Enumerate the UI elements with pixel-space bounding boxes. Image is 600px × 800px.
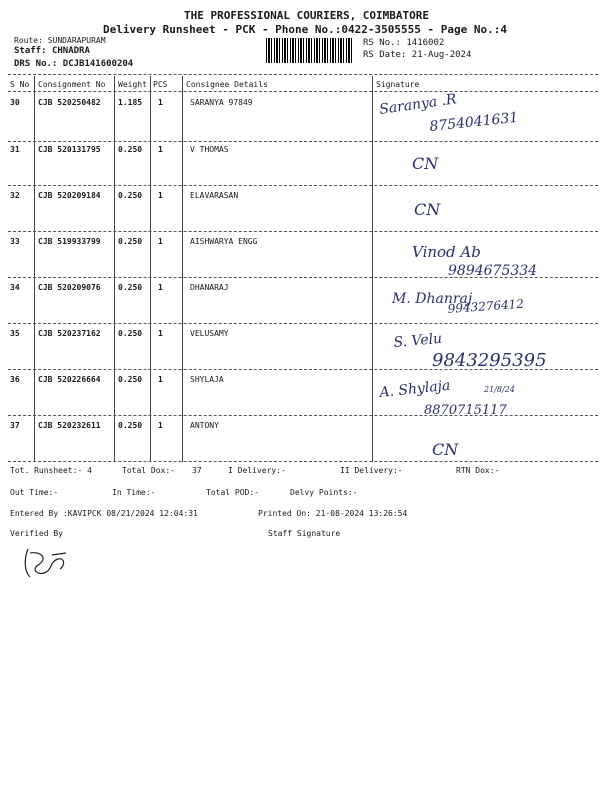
route-label: Route: [14,36,43,45]
r34-phone: 9943276412 [447,296,525,316]
row-consignment: CJB 520131795 [38,145,101,154]
row-consignment: CJB 519933799 [38,237,101,246]
row-weight: 0.250 [118,421,143,430]
in-time: In Time:- [112,488,156,497]
row-consignment: CJB 520250482 [38,98,101,107]
staff-label: Staff: [14,46,47,56]
col-header-pcs: PCS [153,80,168,89]
row-consignment: CJB 520209184 [38,191,101,200]
verified-by: Verified By [10,529,63,538]
row-sno: 33 [10,237,20,246]
ii-delivery: II Delivery:- [340,466,403,475]
staff-value: CHNADRA [51,46,90,56]
r35-phone: 9843295395 [432,350,547,371]
out-time: Out Time:- [10,488,59,497]
runsheet-title: Delivery Runsheet - PCK - Phone No.:0422-3505555 - Page No.:4 [103,23,507,36]
row-weight: 0.250 [118,145,143,154]
row-weight: 1.185 [118,98,143,107]
row-sno: 35 [10,329,20,338]
row-consignment: CJB 520232611 [38,421,101,430]
col-header-weight: Weight [118,80,147,89]
row-weight: 0.250 [118,283,143,292]
r33-phone: 9894675334 [448,263,538,279]
tot-runsheet: Tot. Runsheet:- 4 [10,466,92,475]
staff-line [14,46,90,56]
r31-mark: CN [412,154,439,173]
rs-date-label: RS Date: [363,50,407,60]
total-dox-label: Total Dox:- [122,466,175,475]
verifier-signature [22,545,72,583]
total-pod: Total POD:- [206,488,259,497]
i-delivery: I Delivery:- [228,466,286,475]
drs-value: DCJB141600204 [62,59,134,69]
r36-name: A. Shylaja [378,377,452,401]
staff-signature: Staff Signature [268,529,341,538]
r33-name: Vinod Ab [412,243,481,261]
row-consignee: ELAVARASAN [190,191,239,200]
entered-by: Entered By :KAVIPCK 08/21/2024 12:04:31 [10,509,198,518]
printed-on: Printed On: 21-08-2024 13:26:54 [258,509,408,518]
row-pcs: 1 [158,98,163,107]
company-name: THE PROFESSIONAL COURIERS, COIMBATORE [184,9,430,22]
rtn-dox: RTN Dox:- [456,466,500,475]
r36-date: 21/8/24 [484,385,515,394]
route-value: SUNDARAPURAM [47,36,106,45]
rs-date-line [363,50,471,60]
row-consignee: SHYLAJA [190,375,224,384]
rs-no-label: RS No.: [363,38,401,48]
r35-name: S. Velu [392,330,443,351]
row-sno: 30 [10,98,20,107]
col-divider [150,76,151,462]
r37-mark: CN [432,440,459,459]
drs-label: DRS No.: [14,59,58,69]
route-line [14,36,106,45]
table-top-rule [8,74,598,75]
col-divider [114,76,115,462]
row-pcs: 1 [158,329,163,338]
row-consignee: DHANARAJ [190,283,229,292]
col-divider [34,76,35,462]
barcode [266,38,354,63]
r34-name: M. Dhanraj [392,291,473,307]
row-consignee: ANTONY [190,421,219,430]
drs-line [14,59,133,69]
col-header-consignee: Consignee Details [186,80,268,89]
total-dox-value: 37 [192,466,202,475]
row-pcs: 1 [158,145,163,154]
row-weight: 0.250 [118,237,143,246]
row-pcs: 1 [158,237,163,246]
row-sno: 34 [10,283,20,292]
row-pcs: 1 [158,421,163,430]
row-consignee: AISHWARYA ENGG [190,237,258,246]
row-consignee: V THOMAS [190,145,229,154]
row-consignment: CJB 520237162 [38,329,101,338]
row-consignment: CJB 520209076 [38,283,101,292]
row-weight: 0.250 [118,375,143,384]
col-header-consignment: Consignment No [38,80,106,89]
delvy-points: Delvy Points:- [290,488,358,497]
row-weight: 0.250 [118,191,143,200]
row-weight: 0.250 [118,329,143,338]
col-divider [182,76,183,462]
r30-phone: 8754041631 [428,109,520,135]
r32-mark: CN [414,200,441,219]
row-sno: 31 [10,145,20,154]
rs-no-value: 1416002 [406,38,445,48]
col-header-sno: S No [10,80,30,89]
col-header-signature: Signature [376,80,420,89]
row-consignment: CJB 520226664 [38,375,101,384]
row-sno: 36 [10,375,20,384]
handwriting-layer [372,91,598,463]
row-consignee: SARANYA 97849 [190,98,253,107]
row-pcs: 1 [158,283,163,292]
row-pcs: 1 [158,191,163,200]
row-sno: 32 [10,191,20,200]
r30-name: Saranya .R [378,91,458,118]
rs-no-line [363,38,444,48]
r36-phone: 8870715117 [424,403,507,418]
rs-date-value: 21-Aug-2024 [411,50,472,60]
row-pcs: 1 [158,375,163,384]
row-sno: 37 [10,421,20,430]
row-consignee: VELUSAMY [190,329,229,338]
